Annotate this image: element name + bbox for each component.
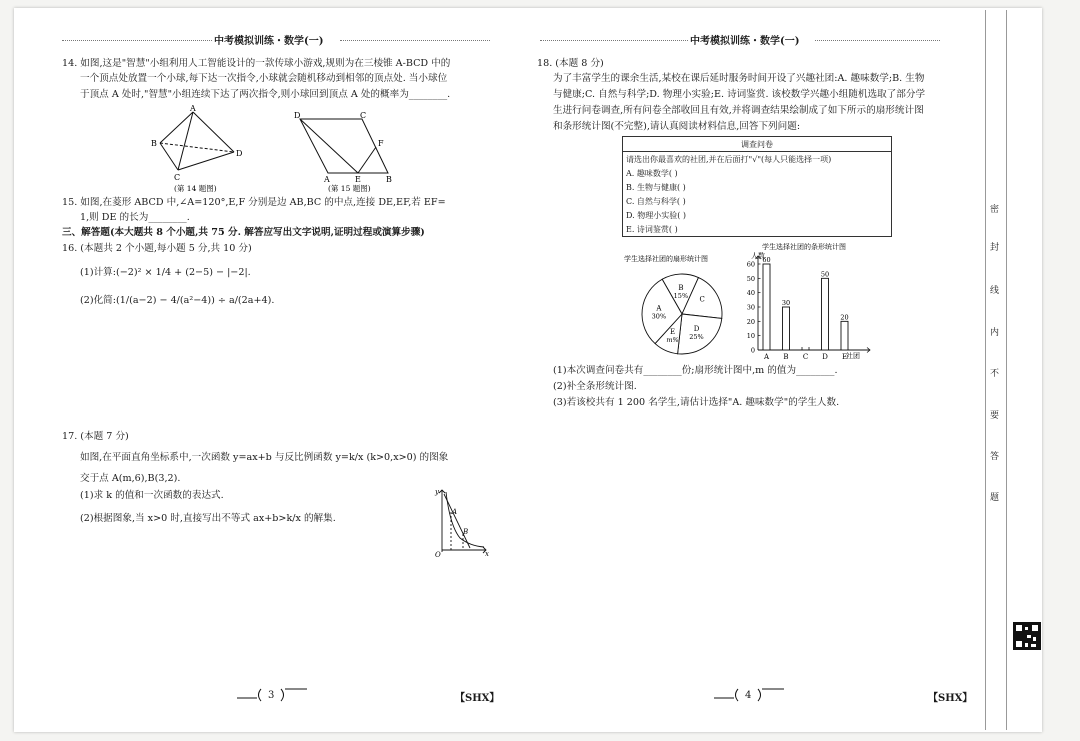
seal-char: 线 [990,286,1000,296]
vertex-b-label: B [151,139,157,148]
q17-title: 17. (本题 7 分) [62,431,129,442]
qr-code [1013,622,1041,650]
seal-char: 题 [990,493,1000,503]
seal-char: 密 [990,205,1000,215]
x-tick-label: B [783,353,789,361]
survey-option: B. 生物与健康( ) [626,183,686,192]
brand-mark: 【SHX】 [928,693,973,704]
survey-option: E. 诗词鉴赏( ) [626,225,678,234]
pie-slice-label: A [656,304,662,313]
pie-slice-label: C [699,295,705,304]
q15-line: 15. 如图,在菱形 ABCD 中,∠A=120°,E,F 分别是边 AB,BC 的中点,连接 DE,EF,若 EF= [62,197,446,208]
header-rule [815,40,940,41]
pie-chart [622,252,742,362]
q17-part2: (2)根据图象,当 x>0 时,直接写出不等式 ax+b>k/x 的解集. [80,513,336,524]
q14-line: 一个顶点处放置一个小球,每下达一次指令,小球就会随机移动到相邻的顶点处. 当小球位 [80,73,448,84]
q16-title: 16. (本题共 2 个小题,每小题 5 分,共 10 分) [62,243,252,254]
seal-char: 不 [990,369,1000,379]
vertex-c-label: C [360,111,367,120]
graph-17-coordinate-plane [430,486,490,558]
header-rule [340,40,490,41]
q17-line: 如图,在平面直角坐标系中,一次函数 y=ax+b 与反比例函数 y=k/x (k>0,x>0) 的图象 [80,452,449,463]
page-number: 3 [268,690,275,701]
seal-char: 封 [990,243,1000,253]
pie-slice-label: B [678,283,684,292]
figure-15-rhombus [290,110,405,194]
y-axis-label: y [435,488,439,496]
bar-a [763,264,770,350]
vertex-d-label: D [294,111,301,120]
bar-d [822,278,829,350]
figure-15-caption: (第 15 题图) [328,184,371,193]
bar-b [783,307,790,350]
header-rule [62,40,212,41]
x-tick-label: D [822,353,828,361]
bar-value-label: 30 [781,299,791,307]
survey-title: 调查问卷 [623,139,891,152]
q16-part1: (1)计算:(−2)² × 1/4 + (2−5) − |−2|. [80,267,251,278]
figure-14-tetrahedron [150,104,250,194]
q17-line: 交于点 A(m,6),B(3,2). [80,473,181,484]
q18-part2: (2)补全条形统计图. [553,381,637,392]
seal-char: 要 [990,411,1000,421]
point-b-label: B [463,528,469,536]
bar-e [841,321,848,350]
q18-line: 和条形统计图(不完整),请认真阅读材料信息,回答下列问题: [553,121,801,132]
vertex-c-label: C [174,173,181,182]
q18-part1: (1)本次调查问卷共有________份;扇形统计图中,m 的值为________. [553,365,838,376]
y-tick-label: 10 [746,332,755,341]
pie-chart-title: 学生选择社团的扇形统计图 [624,255,708,263]
point-a-label: A [452,508,458,516]
x-axis-label: x [485,550,489,558]
page-title-left: 中考模拟训练・数学(一) [214,36,324,47]
pie-slice-percent: 25% [689,333,704,342]
section-3-heading: 三、解答题(本大题共 8 个小题,共 75 分. 解答应写出文字说明,证明过程或演算步骤) [62,227,425,238]
bar-chart-title: 学生选择社团的条形统计图 [762,243,846,251]
vertex-a-label: A [324,175,330,184]
pie-slice-percent: 15% [673,291,689,300]
survey-questionnaire [622,136,892,237]
bar-chart [735,240,875,365]
origin-label: O [435,551,441,558]
q18-part3: (3)若该校共有 1 200 名学生,请估计选择"A. 趣味数学"的学生人数. [553,397,840,408]
header-rule [540,40,688,41]
bar-chart-xlabel: 社团 [846,352,860,360]
pie-slice-label: E [669,328,676,337]
brand-mark: 【SHX】 [455,693,500,704]
bar-chart-ylabel: 人数 [751,252,765,260]
pie-slice-label: D [693,325,700,334]
vertex-a-label: A [190,104,196,113]
y-tick-label: 50 [746,274,755,283]
q15-line: 1,则 DE 的长为________. [80,212,190,223]
bar-value-label: 60 [762,256,771,264]
pie-slice-percent: 30% [651,312,667,321]
point-f-label: F [378,139,384,148]
pie-slice-percent: m% [666,336,679,345]
y-tick-label: 20 [746,317,755,326]
q16-part2: (2)化简:(1/(a−2) − 4/(a²−4)) ÷ a/(2a+4). [80,295,275,306]
q17-part1: (1)求 k 的值和一次函数的表达式. [80,490,224,501]
point-e-label: E [355,175,361,184]
y-tick-label: 30 [746,303,755,312]
figure-14-caption: (第 14 题图) [174,184,217,193]
page-title-right: 中考模拟训练・数学(一) [690,36,800,47]
vertex-b-label: B [386,175,392,184]
q14-line: 于顶点 A 处时,"智慧"小组连续下达了两次指令,则小球回到顶点 A 处的概率为________. [80,89,451,100]
y-tick-label: 40 [746,289,755,298]
q18-title: 18. (本题 8 分) [537,58,604,69]
q14-line: 14. 如图,这是"智慧"小组利用人工智能设计的一款传球小游戏,规则为在三棱锥 A-BCD 中的 [62,58,451,69]
y-tick-label: 60 [746,260,755,269]
q18-line: 为了丰富学生的课余生活,某校在课后延时服务时间开设了兴趣社团:A. 趣味数学;B. 生物 [553,73,925,84]
x-tick-label: A [763,353,770,361]
vertex-d-label: D [236,149,243,158]
page-number: 4 [745,690,752,701]
y-tick-label: 0 [750,346,755,355]
x-tick-label: E [841,353,848,361]
x-tick-label: C [802,353,809,361]
q18-line: 与健康;C. 自然与科学;D. 物理小实验;E. 诗词鉴赏. 该校数学兴趣小组随机选取了部分学 [553,89,926,100]
bar-value-label: 50 [820,270,830,279]
survey-prompt: 请选出你最喜欢的社团,并在后面打"√"(每人只能选择一项) [626,155,832,164]
seal-char: 答 [990,452,1000,462]
seal-char: 内 [990,328,1000,338]
q18-line: 生进行问卷调查,所有问卷全部收回且有效,并将调查结果绘制成了如下所示的扇形统计图 [553,105,924,116]
survey-option: D. 物理小实验( ) [626,211,686,220]
bar-value-label: 20 [840,313,849,322]
survey-option: C. 自然与科学( ) [626,197,686,206]
survey-option: A. 趣味数学( ) [626,169,678,178]
